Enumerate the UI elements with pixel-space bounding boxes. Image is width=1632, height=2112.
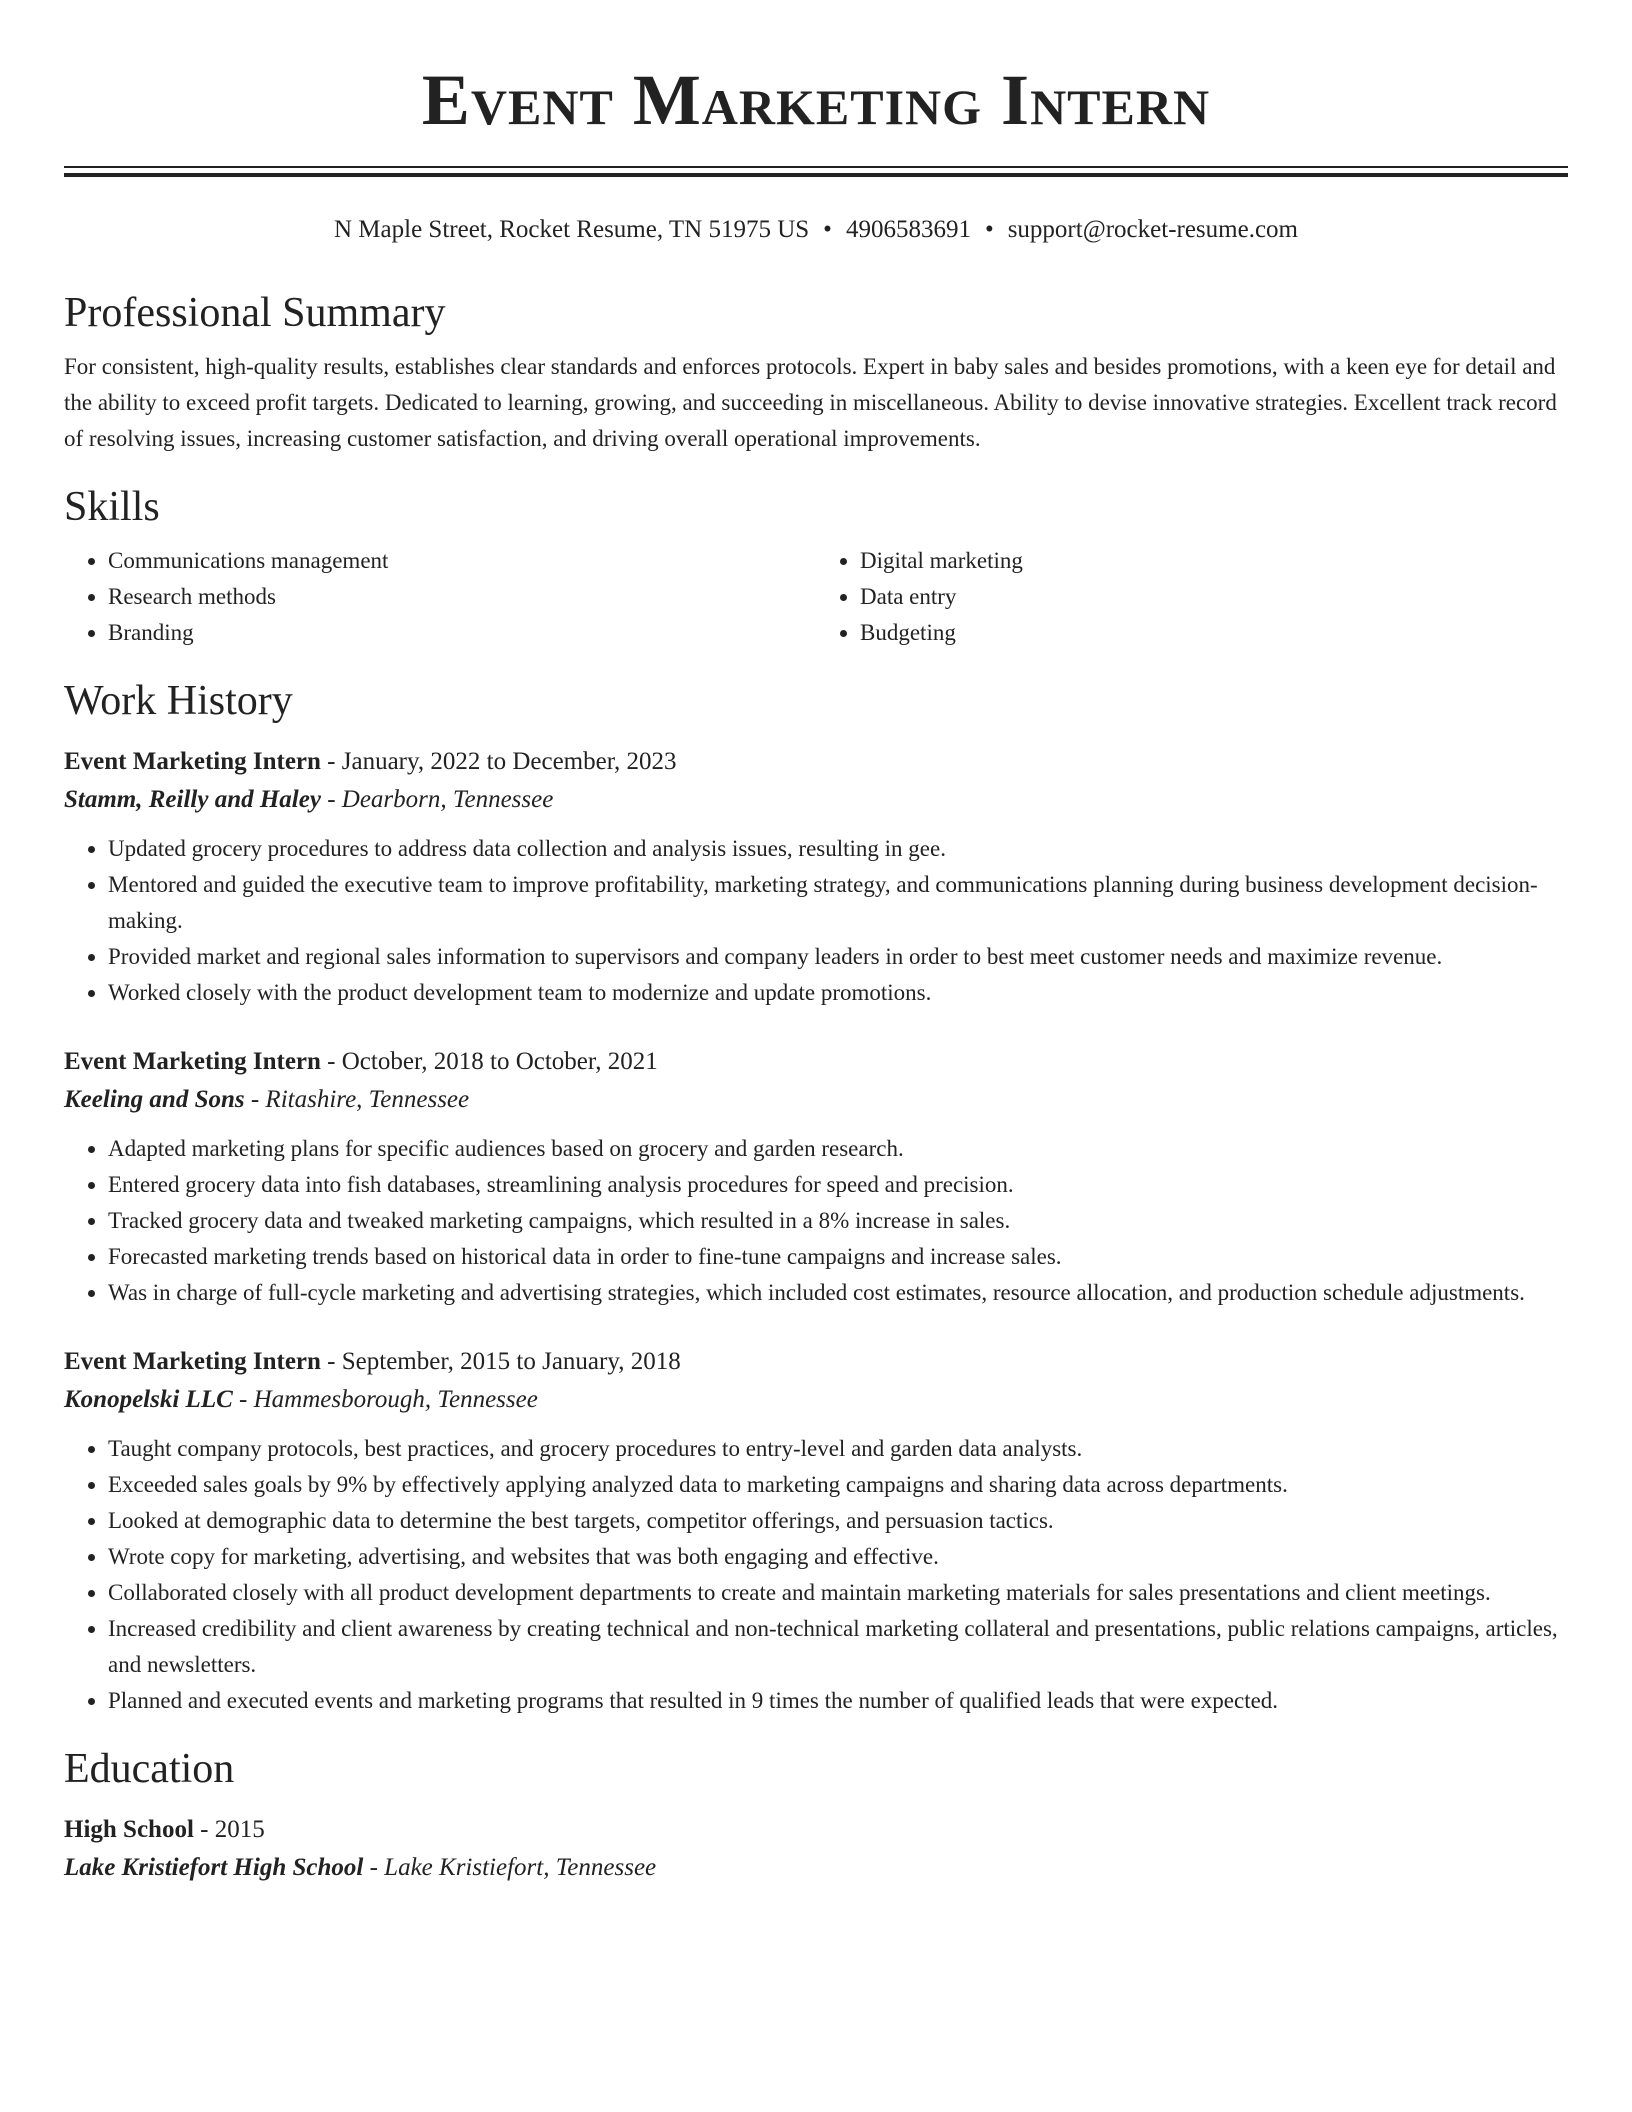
job-company: Stamm, Reilly and Haley bbox=[64, 786, 321, 813]
header-divider bbox=[64, 166, 1568, 177]
education-year: - 2015 bbox=[193, 1816, 265, 1843]
job-bullet: • Exceeded sales goals by 9% by effectively applying analyzed data to marketing campaigns and sharing data across departments. bbox=[108, 1467, 1568, 1503]
skill-item: • Data entry bbox=[860, 579, 1568, 615]
contact-line bbox=[64, 213, 1568, 247]
job-location: - Hammesborough, Tennessee bbox=[232, 1386, 538, 1413]
contact-email: support@rocket-resume.com bbox=[1007, 216, 1298, 243]
work-history-heading: Work History bbox=[64, 678, 293, 724]
job-bullets bbox=[64, 831, 1568, 1011]
contact-separator: • bbox=[823, 216, 832, 243]
skills-columns bbox=[64, 543, 1568, 651]
job-bullet: • Mentored and guided the executive team to improve profitability, marketing strategy, and communications planning during business development decision-making. bbox=[108, 867, 1568, 939]
job-company-line bbox=[64, 781, 1568, 819]
job-company: Konopelski LLC bbox=[64, 1386, 233, 1413]
job-bullet: • Was in charge of full-cycle marketing and advertising strategies, which included cost estimates, resource allocation, and production schedule adjustments. bbox=[108, 1275, 1568, 1311]
skills-list-right bbox=[816, 543, 1568, 651]
education-degree-line bbox=[64, 1811, 1568, 1849]
job-bullet: • Updated grocery procedures to address data collection and analysis issues, resulting in gee. bbox=[108, 831, 1568, 867]
job-dates: - September, 2015 to January, 2018 bbox=[320, 1348, 681, 1375]
job-bullet: • Planned and executed events and marketing programs that resulted in 9 times the number of qualified leads that were expected. bbox=[108, 1683, 1568, 1719]
resume-name: Event Marketing Intern bbox=[421, 60, 1211, 140]
job-bullet: • Wrote copy for marketing, advertising, and websites that was both engaging and effective. bbox=[108, 1539, 1568, 1575]
job-bullet: • Entered grocery data into fish databases, streamlining analysis procedures for speed and precision. bbox=[108, 1167, 1568, 1203]
job-entry bbox=[64, 1043, 1568, 1311]
skills-list-left bbox=[64, 543, 816, 651]
job-bullet: • Provided market and regional sales information to supervisors and company leaders in order to best meet customer needs and maximize revenue. bbox=[108, 939, 1568, 975]
job-title: Event Marketing Intern bbox=[64, 748, 321, 775]
education-degree: High School bbox=[64, 1816, 194, 1843]
skill-item: • Digital marketing bbox=[860, 543, 1568, 579]
job-location: - Ritashire, Tennessee bbox=[244, 1086, 470, 1113]
education-school-line bbox=[64, 1849, 1568, 1887]
job-bullet: • Tracked grocery data and tweaked marketing campaigns, which resulted in a 8% increase in sales. bbox=[108, 1203, 1568, 1239]
job-bullet: • Adapted marketing plans for specific audiences based on grocery and garden research. bbox=[108, 1131, 1568, 1167]
job-bullet: • Looked at demographic data to determine the best targets, competitor offerings, and persuasion tactics. bbox=[108, 1503, 1568, 1539]
job-title: Event Marketing Intern bbox=[64, 1348, 321, 1375]
summary-heading: Professional Summary bbox=[64, 290, 446, 336]
skills-heading: Skills bbox=[64, 484, 160, 530]
job-bullet: • Collaborated closely with all product development departments to create and maintain marketing materials for sales presentations and client meetings. bbox=[108, 1575, 1568, 1611]
contact-address: N Maple Street, Rocket Resume, TN 51975 US bbox=[334, 216, 810, 243]
job-bullet: • Increased credibility and client awareness by creating technical and non-technical marketing collateral and presentations, public relations campaigns, articles, and newsletters. bbox=[108, 1611, 1568, 1683]
summary-text: For consistent, high-quality results, establishes clear standards and enforces protocols. Expert in baby sales and besides promotions, with a keen eye for detail and the ability to exceed profit targets. Dedicated to learning, growing, and succeeding in miscellaneous. Ability to devise innovative strategies. Excellent track record of resolving issues, increasing customer satisfaction, and driving overall operational improvements. bbox=[64, 354, 1557, 451]
job-bullet: • Forecasted marketing trends based on historical data in order to fine-tune campaigns and increase sales. bbox=[108, 1239, 1568, 1275]
skill-item: • Branding bbox=[108, 615, 816, 651]
job-entry bbox=[64, 1343, 1568, 1719]
job-bullets bbox=[64, 1131, 1568, 1311]
skill-item: • Research methods bbox=[108, 579, 816, 615]
job-location: - Dearborn, Tennessee bbox=[320, 786, 554, 813]
job-title-line bbox=[64, 743, 1568, 781]
contact-separator: • bbox=[984, 216, 994, 243]
education-entry bbox=[64, 1811, 1568, 1887]
skill-item: • Communications management bbox=[108, 543, 816, 579]
job-company: Keeling and Sons bbox=[64, 1086, 245, 1113]
contact-phone: 4906583691 bbox=[845, 216, 971, 243]
job-title: Event Marketing Intern bbox=[64, 1048, 321, 1075]
job-company-line bbox=[64, 1381, 1568, 1419]
job-bullet: • Taught company protocols, best practices, and grocery procedures to entry-level and garden data analysts. bbox=[108, 1431, 1568, 1467]
job-entry bbox=[64, 743, 1568, 1011]
education-school: Lake Kristiefort High School bbox=[64, 1854, 364, 1881]
job-bullet: • Worked closely with the product development team to modernize and update promotions. bbox=[108, 975, 1568, 1011]
skill-item: • Budgeting bbox=[860, 615, 1568, 651]
job-title-line bbox=[64, 1343, 1568, 1381]
education-heading: Education bbox=[64, 1746, 235, 1792]
job-title-line bbox=[64, 1043, 1568, 1081]
job-dates: - January, 2022 to December, 2023 bbox=[320, 748, 677, 775]
education-location: - Lake Kristiefort, Tennessee bbox=[363, 1854, 657, 1881]
job-dates: - October, 2018 to October, 2021 bbox=[320, 1048, 658, 1075]
job-company-line bbox=[64, 1081, 1568, 1119]
job-bullets bbox=[64, 1431, 1568, 1719]
